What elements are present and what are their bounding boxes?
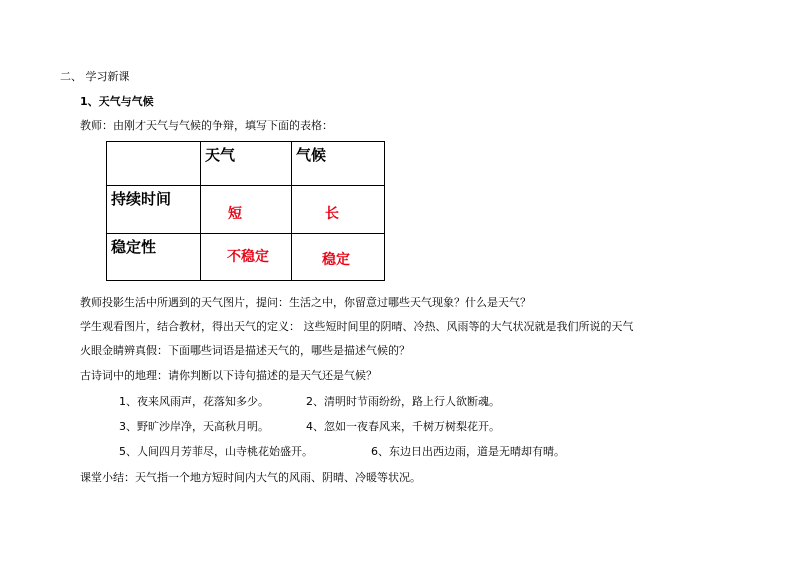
row-label-duration: 持续时间 bbox=[111, 190, 172, 208]
table-header-row bbox=[107, 142, 385, 186]
table-row bbox=[107, 186, 385, 234]
table-row-label-cell bbox=[107, 234, 201, 281]
poem-item: 5、人间四月芳菲尽，山寺桃花始盛开。 bbox=[119, 445, 313, 458]
paragraph-student-definition: 学生观看图片，结合教材，得出天气的定义： 这些短时间里的阴晴、冷热、风雨等的大气状况就是我们所说的天气 bbox=[80, 320, 634, 333]
table-row bbox=[107, 234, 385, 281]
poem-item: 1、夜来风雨声，花落知多少。 bbox=[119, 395, 269, 408]
header-climate: 气候 bbox=[296, 146, 327, 164]
table-cell bbox=[201, 234, 292, 281]
table-row-label-cell bbox=[107, 186, 201, 234]
table-cell bbox=[292, 234, 385, 281]
paragraph-true-false: 火眼金睛辨真假：下面哪些词语是描述天气的，哪些是描述气候的？ bbox=[80, 344, 410, 357]
table-cell bbox=[201, 186, 292, 234]
poem-item: 3、野旷沙岸净，天高秋月明。 bbox=[119, 420, 269, 433]
table-header-cell bbox=[292, 142, 385, 186]
answer-climate-stability: 稳定 bbox=[322, 252, 350, 268]
table-cell bbox=[292, 186, 385, 234]
poem-item: 2、清明时节雨纷纷，路上行人欲断魂。 bbox=[306, 395, 500, 408]
subsection-title: 1、天气与气候 bbox=[80, 95, 154, 108]
paragraph-teacher-question: 教师投影生活中所遇到的天气图片，提问：生活之中，你留意过哪些天气现象？什么是天气？ bbox=[80, 296, 531, 309]
poem-item: 4、忽如一夜春风来，千树万树梨花开。 bbox=[306, 420, 500, 433]
answer-weather-duration: 短 bbox=[228, 206, 242, 222]
row-label-stability: 稳定性 bbox=[111, 238, 157, 256]
table-corner-cell bbox=[107, 142, 201, 186]
section-title: 二、 学习新课 bbox=[60, 70, 130, 83]
weather-climate-table bbox=[106, 141, 385, 281]
summary: 课堂小结：天气指一个地方短时间内大气的风雨、阴晴、冷暖等状况。 bbox=[80, 471, 421, 484]
table-header-cell bbox=[201, 142, 292, 186]
teacher-instruction: 教师：由刚才天气与气候的争辩，填写下面的表格： bbox=[80, 119, 333, 132]
paragraph-poetry-geography: 古诗词中的地理：请你判断以下诗句描述的是天气还是气候？ bbox=[80, 369, 377, 382]
poem-item: 6、东边日出西边雨，道是无晴却有晴。 bbox=[371, 445, 565, 458]
header-weather: 天气 bbox=[205, 146, 236, 164]
answer-weather-stability: 不稳定 bbox=[227, 249, 269, 265]
answer-climate-duration: 长 bbox=[325, 206, 339, 222]
